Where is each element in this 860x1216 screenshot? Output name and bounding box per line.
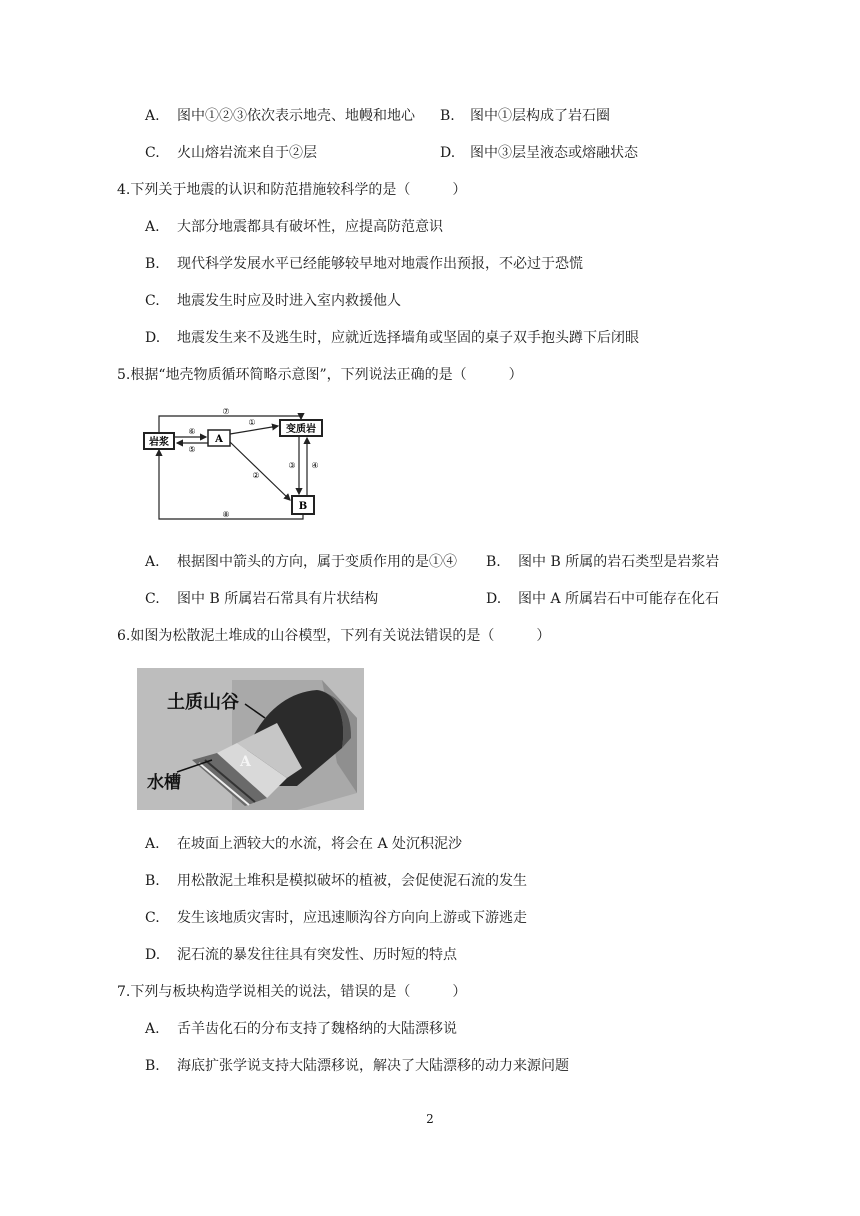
option-text: 现代科学发展水平已经能够较早地对地震作出预报，不必过于恐慌 [177, 256, 583, 272]
option-letter: B. [440, 108, 455, 124]
arrow-label-7: ⑦ [222, 408, 230, 416]
arrow-label-4: ④ [311, 461, 319, 470]
question-4-stem: 4.下列关于地震的认识和防范措施较科学的是（ ） [117, 182, 467, 198]
option-letter: C. [145, 293, 160, 309]
arrow-label-1: ① [248, 418, 256, 427]
option-text: 大部分地震都具有破坏性，应提高防范意识 [177, 219, 443, 235]
rock-cycle-diagram [140, 408, 340, 523]
magma-label: 岩浆 [149, 437, 169, 448]
magma-box [144, 433, 174, 449]
arrow-1 [230, 426, 278, 434]
metamorphic-label: 变质岩 [286, 424, 316, 435]
option-text: 图中①②③依次表示地壳、地幔和地心 [177, 108, 415, 124]
valley-label: 土质山谷 [167, 692, 239, 713]
arrow-2 [230, 442, 290, 500]
option-letter: B. [145, 1058, 160, 1074]
question-6-stem: 6.如图为松散泥土堆成的山谷模型，下列有关说法错误的是（ ） [117, 628, 551, 644]
option-letter: D. [440, 145, 456, 161]
arrow-label-6: ⑥ [188, 427, 196, 436]
question-7-stem: 7.下列与板块构造学说相关的说法，错误的是（ ） [117, 984, 467, 1000]
option-text: 用松散泥土堆积是模拟破坏的植被，会促使泥石流的发生 [177, 873, 527, 889]
point-a-label: A [240, 754, 251, 770]
option-text: 地震发生来不及逃生时，应就近选择墙角或坚固的桌子双手抱头蹲下后闭眼 [177, 330, 639, 346]
arrow-label-5: ⑤ [188, 445, 196, 454]
option-text: 发生该地质灾害时，应迅速顺沟谷方向向上游或下游逃走 [177, 910, 527, 926]
option-text: 泥石流的暴发往往具有突发性、历时短的特点 [177, 947, 457, 963]
page-number: 2 [426, 1112, 434, 1126]
option-text: 在坡面上洒较大的水流，将会在 A 处沉积泥沙 [177, 836, 463, 852]
option-text: 根据图中箭头的方向，属于变质作用的是①④ [177, 554, 457, 570]
box-b [292, 496, 314, 514]
option-letter: A. [145, 1021, 160, 1037]
option-letter: A. [145, 219, 160, 235]
box-a [208, 430, 230, 446]
option-text: 图中③层呈液态或熔融状态 [470, 145, 638, 161]
option-text: 舌羊齿化石的分布支持了魏格纳的大陆漂移说 [177, 1021, 457, 1037]
option-letter: B. [145, 873, 160, 889]
option-letter: C. [145, 145, 160, 161]
option-letter: A. [145, 108, 160, 124]
option-text: 火山熔岩流来自于②层 [177, 145, 317, 161]
option-letter: D. [145, 947, 161, 963]
arrow-label-3: ③ [288, 461, 296, 470]
option-text: 图中①层构成了岩石圈 [470, 108, 610, 124]
option-letter: C. [145, 591, 160, 607]
trough-label: 水槽 [147, 773, 181, 793]
arrow-8 [159, 450, 303, 519]
option-letter: D. [486, 591, 502, 607]
option-text: 图中 B 所属的岩石类型是岩浆岩 [518, 554, 720, 570]
option-letter: A. [145, 554, 160, 570]
option-letter: B. [145, 256, 160, 272]
arrow-label-2: ② [252, 471, 260, 480]
option-text: 海底扩张学说支持大陆漂移说，解决了大陆漂移的动力来源问题 [177, 1058, 569, 1074]
option-letter: A. [145, 836, 160, 852]
box-b-label: B [298, 501, 308, 512]
box-a-label: A [215, 434, 223, 445]
metamorphic-box [280, 420, 322, 436]
option-letter: D. [145, 330, 161, 346]
arrow-label-8: ⑧ [222, 510, 230, 519]
option-text: 图中 B 所属岩石常具有片状结构 [177, 591, 379, 607]
valley-model-photo [137, 668, 364, 810]
question-5-stem: 5.根据“地壳物质循环简略示意图”，下列说法正确的是（ ） [117, 367, 523, 383]
option-letter: C. [145, 910, 160, 926]
option-text: 图中 A 所属岩石中可能存在化石 [518, 591, 720, 607]
option-letter: B. [486, 554, 501, 570]
option-text: 地震发生时应及时进入室内救援他人 [177, 293, 401, 309]
